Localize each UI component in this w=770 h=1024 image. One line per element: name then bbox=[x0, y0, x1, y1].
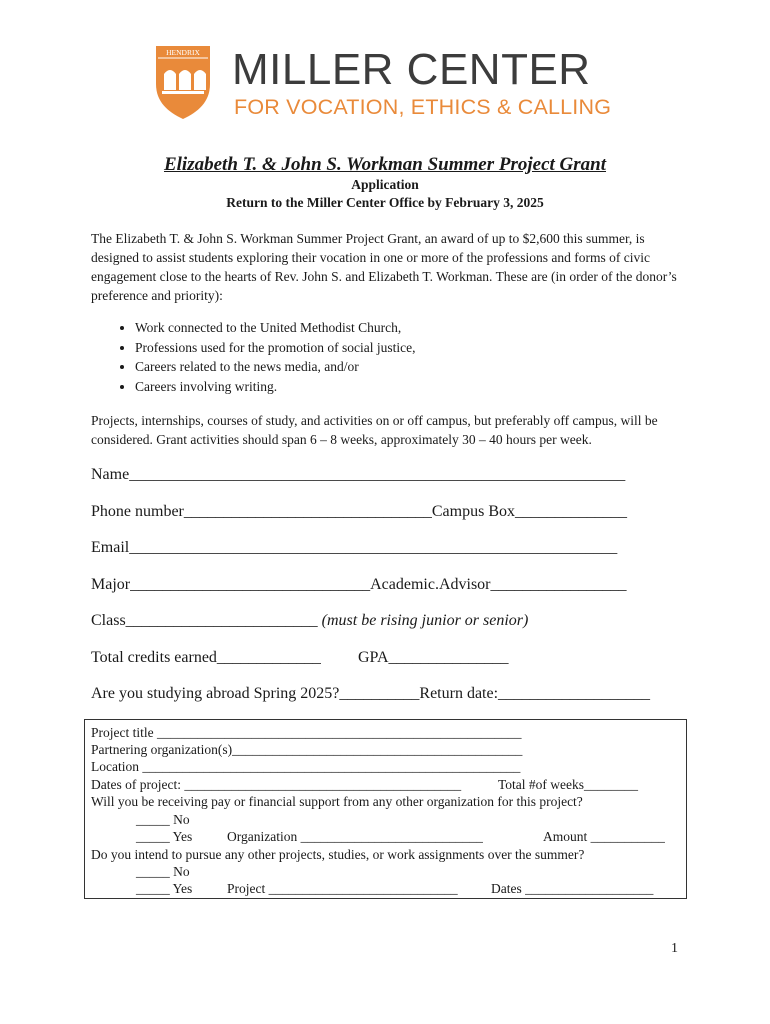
shield-text: HENDRIX bbox=[166, 48, 200, 57]
pay-yes-option[interactable]: _____ Yes bbox=[136, 829, 193, 844]
pay-organization-field[interactable]: Organization ___________________________ bbox=[227, 829, 483, 844]
pay-question: Will you be receiving pay or financial support from any other organization for this project? bbox=[91, 794, 583, 809]
other-dates-field[interactable]: Dates ___________________ bbox=[491, 881, 654, 896]
miller-center-logo bbox=[154, 44, 624, 124]
grant-title: Elizabeth T. & John S. Workman Summer Project Grant bbox=[163, 154, 607, 175]
project-dates-field[interactable]: Dates of project: _________________________________________ bbox=[91, 777, 462, 792]
projects-paragraph: Projects, internships, courses of study, and activities on or off campus, but preferably off campus, will be considered. Grant activities should span 6 – 8 weeks, approximately 30 – 40 hours per week. bbox=[91, 413, 658, 447]
total-weeks-field[interactable]: Total #of weeks________ bbox=[498, 777, 639, 792]
other-no-option[interactable]: _____ No bbox=[136, 864, 190, 879]
logo-subtitle: FOR VOCATION, ETHICS & CALLING bbox=[234, 95, 612, 119]
list-item: • Work connected to the United Methodist Church, bbox=[135, 318, 695, 338]
other-projects-question: Do you intend to pursue any other projects, studies, or work assignments over the summer? bbox=[91, 847, 585, 862]
pay-no-option[interactable]: _____ No bbox=[136, 812, 190, 827]
page-number: 1 bbox=[671, 941, 678, 956]
class-line[interactable]: Class________________________ bbox=[91, 612, 318, 629]
phone-campus-box-field[interactable]: Phone number_______________________________Campus Box______________ bbox=[91, 503, 627, 520]
list-item: • Careers involving writing. bbox=[135, 377, 695, 397]
priority-list bbox=[91, 318, 695, 396]
application-label: Application bbox=[351, 177, 419, 192]
list-item: • Professions used for the promotion of social justice, bbox=[135, 338, 695, 358]
class-field[interactable] bbox=[91, 611, 528, 631]
deadline-label: Return to the Miller Center Office by February 3, 2025 bbox=[226, 195, 544, 210]
major-advisor-field[interactable]: Major______________________________Academic.Advisor_________________ bbox=[91, 576, 627, 593]
class-note: (must be rising junior or senior) bbox=[321, 612, 529, 629]
intro-paragraph: The Elizabeth T. & John S. Workman Summer Project Grant, an award of up to $2,600 this summer, is designed to assist students exploring their vocation in one or more of the professions and forms of civic engagement close to the hearts of Rev. John S. and Elizabeth T. Workman. These are (in order of the donor’s preference and priority): bbox=[91, 231, 677, 303]
name-field[interactable]: Name______________________________________________________________ bbox=[91, 466, 626, 483]
partnering-org-field[interactable]: Partnering organization(s)___________________________________________ bbox=[91, 742, 523, 757]
study-abroad-field[interactable]: Are you studying abroad Spring 2025?__________Return date:___________________ bbox=[91, 685, 651, 702]
email-field[interactable]: Email_____________________________________________________________ bbox=[91, 539, 618, 556]
hendrix-shield-icon bbox=[154, 44, 212, 120]
other-project-field[interactable]: Project ____________________________ bbox=[227, 881, 458, 896]
gpa-field[interactable]: GPA_______________ bbox=[358, 649, 509, 666]
project-title-field[interactable]: Project title ______________________________________________________ bbox=[91, 725, 522, 740]
credits-field[interactable]: Total credits earned_____________ bbox=[91, 649, 321, 666]
logo-title: MILLER CENTER bbox=[232, 45, 591, 94]
list-item: • Careers related to the news media, and/or bbox=[135, 357, 695, 377]
other-yes-option[interactable]: _____ Yes bbox=[136, 881, 193, 896]
location-field[interactable]: Location ________________________________________________________ bbox=[91, 759, 521, 774]
pay-amount-field[interactable]: Amount ___________ bbox=[543, 829, 665, 844]
